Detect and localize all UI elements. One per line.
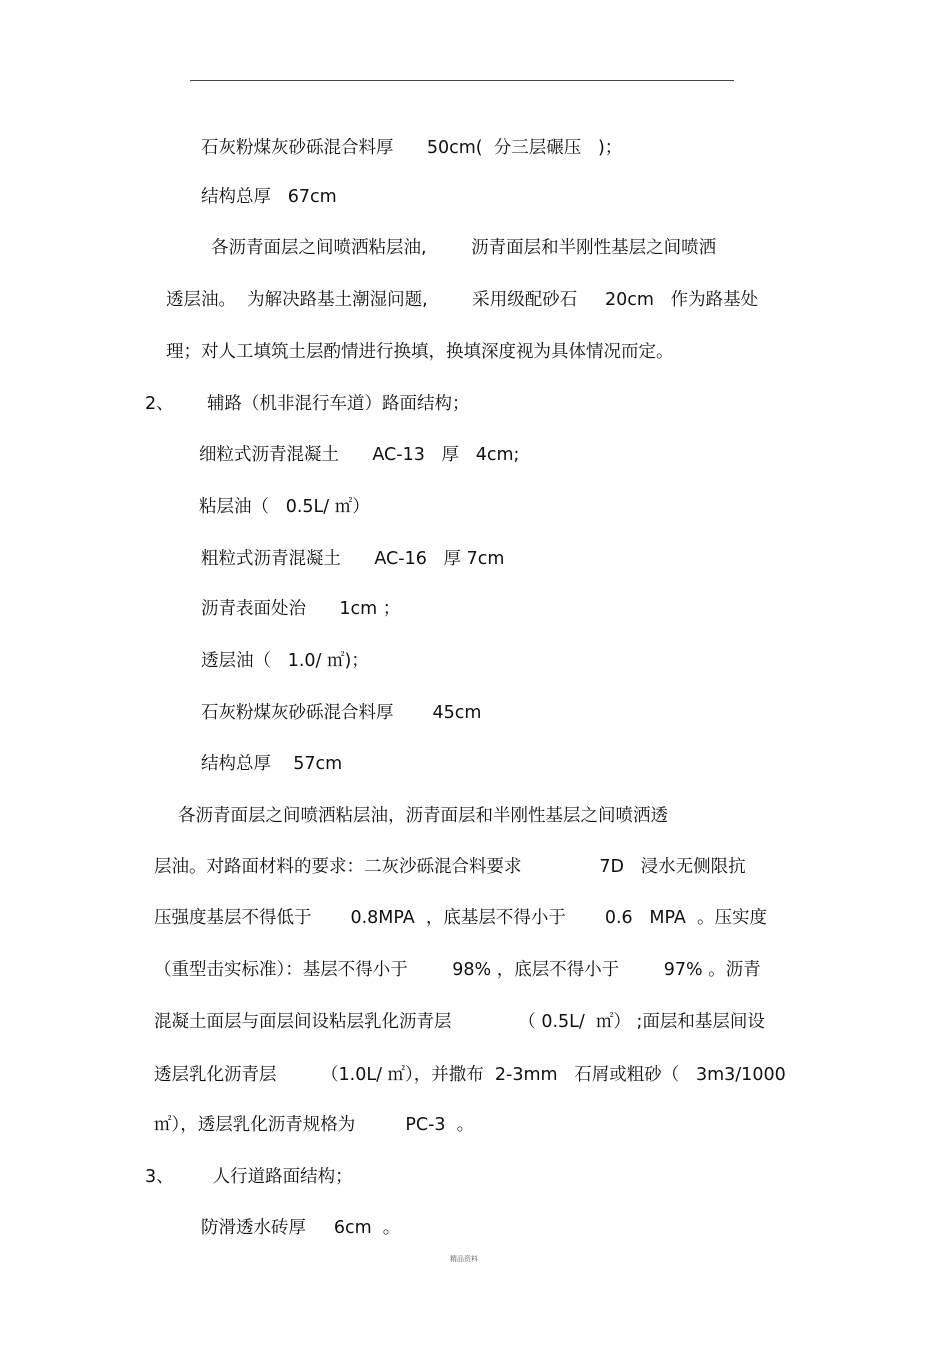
text-line: 石灰粉煤灰砂砾混合料厚 45cm xyxy=(201,703,482,723)
text-line: 粘层油（ 0.5L/ ㎡） xyxy=(199,497,370,517)
text-line: （重型击实标准）：基层不得小于 98% ，底层不得小于 97% 。沥青 xyxy=(154,960,761,980)
text-line: 结构总厚 67cm xyxy=(201,187,337,207)
text-line: 沥青表面处治 1cm ； xyxy=(201,599,401,619)
text-line: 粗粒式沥青混凝土 AC-16 厚 7cm xyxy=(201,549,505,569)
text-line: 细粒式沥青混凝土 AC-13 厚 4cm; xyxy=(199,445,520,465)
text-line: 透层油（ 1.0/ ㎡)； xyxy=(201,651,369,671)
text-line: 层油。对路面材料的要求：二灰沙砾混合料要求 7D 浸水无侧限抗 xyxy=(154,857,746,877)
text-line: 透层油。 为解决路基土潮湿问题, 采用级配砂石 20cm 作为路基处 xyxy=(166,290,759,310)
text-line: 石灰粉煤灰砂砾混合料厚 50cm( 分三层碾压 )； xyxy=(201,138,623,158)
header-rule xyxy=(190,80,734,81)
page-footer: 精品资料 xyxy=(450,1255,478,1263)
text-line: 混凝土面层与面层间设粘层乳化沥青层 （ 0.5L/ ㎡） ;面层和基层间设 xyxy=(154,1012,765,1032)
text-line: 防滑透水砖厚 6cm 。 xyxy=(201,1218,401,1238)
text-line: 各沥青面层之间喷洒粘层油，沥青面层和半刚性基层之间喷洒透 xyxy=(178,806,668,826)
text-line: 压强度基层不得低于 0.8MPA ，底基层不得小于 0.6 MPA 。压实度 xyxy=(154,908,767,928)
text-line: 理；对人工填筑土层酌情进行换填，换填深度视为具体情况而定。 xyxy=(166,342,674,362)
text-line: 结构总厚 57cm xyxy=(201,754,343,774)
text-line: ㎡），透层乳化沥青规格为 PC-3 。 xyxy=(154,1115,475,1135)
section-heading: 3、 人行道路面结构； xyxy=(145,1167,353,1187)
text-line: 透层乳化沥青层 （1.0L/ ㎡），并撒布 2-3mm 石屑或粗砂（ 3m3/1000 xyxy=(154,1065,786,1085)
section-heading: 2、 辅路（机非混行车道）路面结构； xyxy=(145,394,470,414)
text-line: 各沥青面层之间喷洒粘层油, 沥青面层和半刚性基层之间喷洒 xyxy=(211,238,717,258)
